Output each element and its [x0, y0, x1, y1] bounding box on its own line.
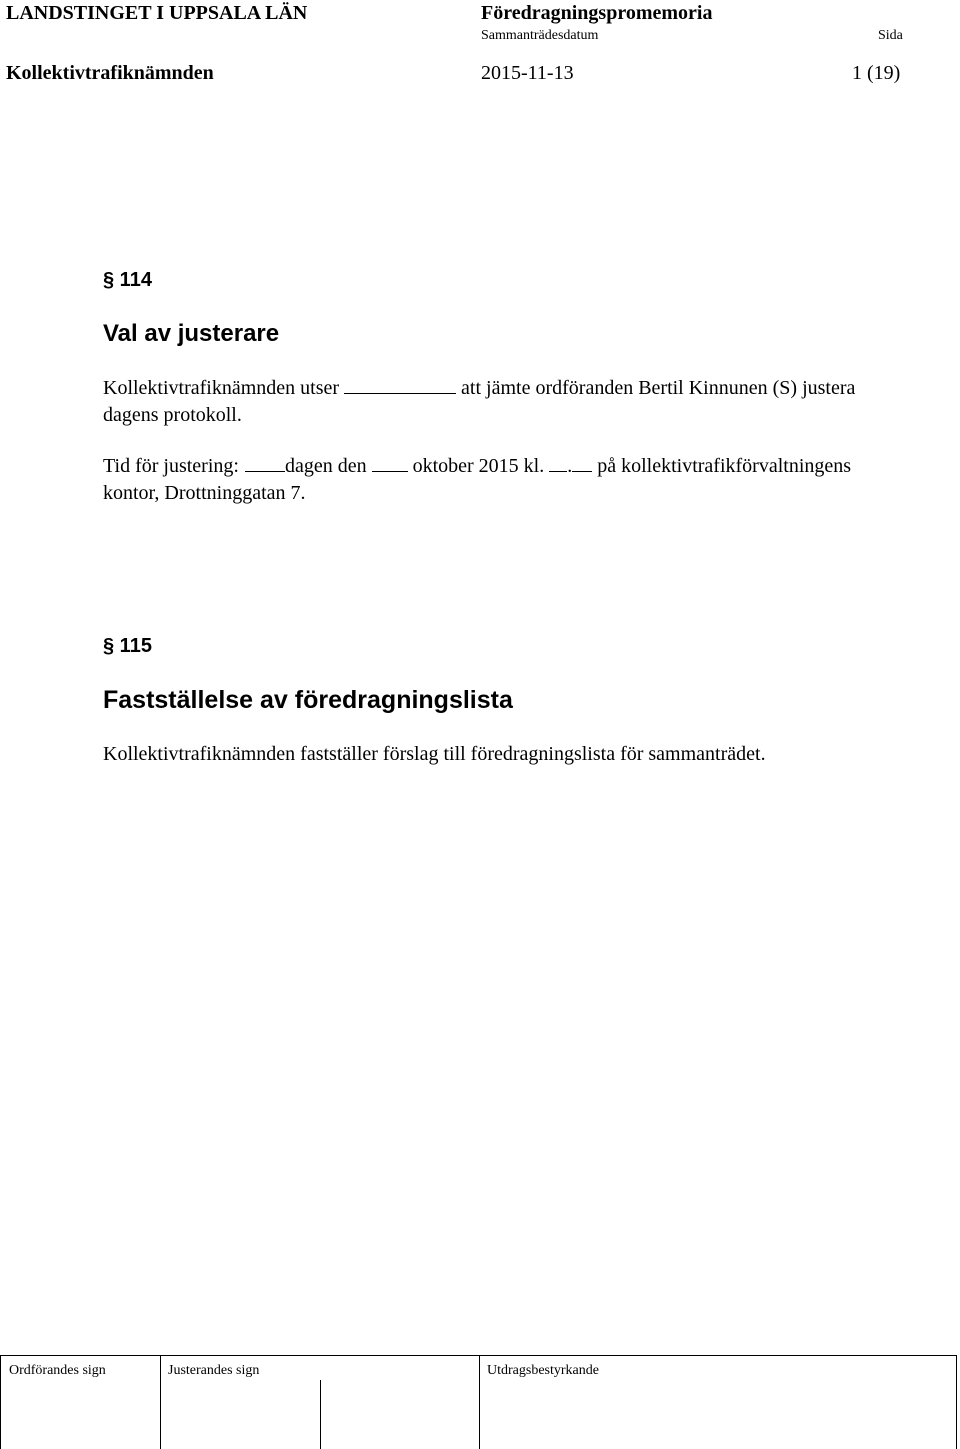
adjustment-time-label: Tid för justering: [103, 455, 239, 477]
section-114-paragraph-1-line-2: dagens protokoll. [103, 404, 242, 426]
day-blank [372, 455, 408, 472]
section-114-title: Val av justerare [103, 320, 280, 347]
section-114-paragraph-2-line-2: kontor, Drottninggatan 7. [103, 482, 306, 504]
hour-blank [549, 455, 567, 472]
document-type: Föredragningspromemoria [481, 2, 713, 24]
page-number: 1 (19) [852, 62, 901, 84]
section-114-text: . [567, 455, 573, 477]
adjuster-blank [344, 377, 456, 394]
section-115-number: § 115 [103, 635, 152, 657]
minute-blank [572, 455, 592, 472]
organization-name: LANDSTINGET I UPPSALA LÄN [6, 2, 308, 24]
chair-signature-label: Ordförandes sign [9, 1363, 106, 1378]
footer-left-border [0, 1356, 1, 1449]
section-114-text: Kollektivtrafiknämnden utser [103, 377, 340, 399]
section-115-title: Fastställelse av föredragningslista [103, 686, 513, 714]
committee-name: Kollektivtrafiknämnden [6, 62, 214, 84]
section-114-text: att jämte ordföranden Bertil Kinnunen (S) justera [461, 377, 856, 399]
section-114-text: oktober 2015 kl. [412, 455, 545, 477]
section-114-paragraph-1 [103, 377, 855, 400]
weekday-blank [245, 455, 285, 472]
section-114-paragraph-2 [103, 455, 851, 478]
section-114-number: § 114 [103, 269, 152, 291]
section-114-text: på kollektivtrafikförvaltningens [597, 455, 852, 477]
adjuster-signature-label: Justerandes sign [168, 1363, 260, 1378]
meeting-date: 2015-11-13 [481, 62, 574, 84]
section-115-paragraph: Kollektivtrafiknämnden fastställer förslag till föredragningslista för sammanträdet. [103, 743, 766, 765]
section-114-text: dagen den [284, 455, 367, 477]
footer-divider [160, 1356, 161, 1449]
footer-subdivider [320, 1380, 321, 1449]
footer-right-border [956, 1356, 957, 1449]
page-label: Sida [878, 28, 903, 43]
meeting-date-label: Sammanträdesdatum [481, 28, 599, 43]
footer-divider [479, 1356, 480, 1449]
extract-certification-label: Utdragsbestyrkande [487, 1363, 599, 1378]
